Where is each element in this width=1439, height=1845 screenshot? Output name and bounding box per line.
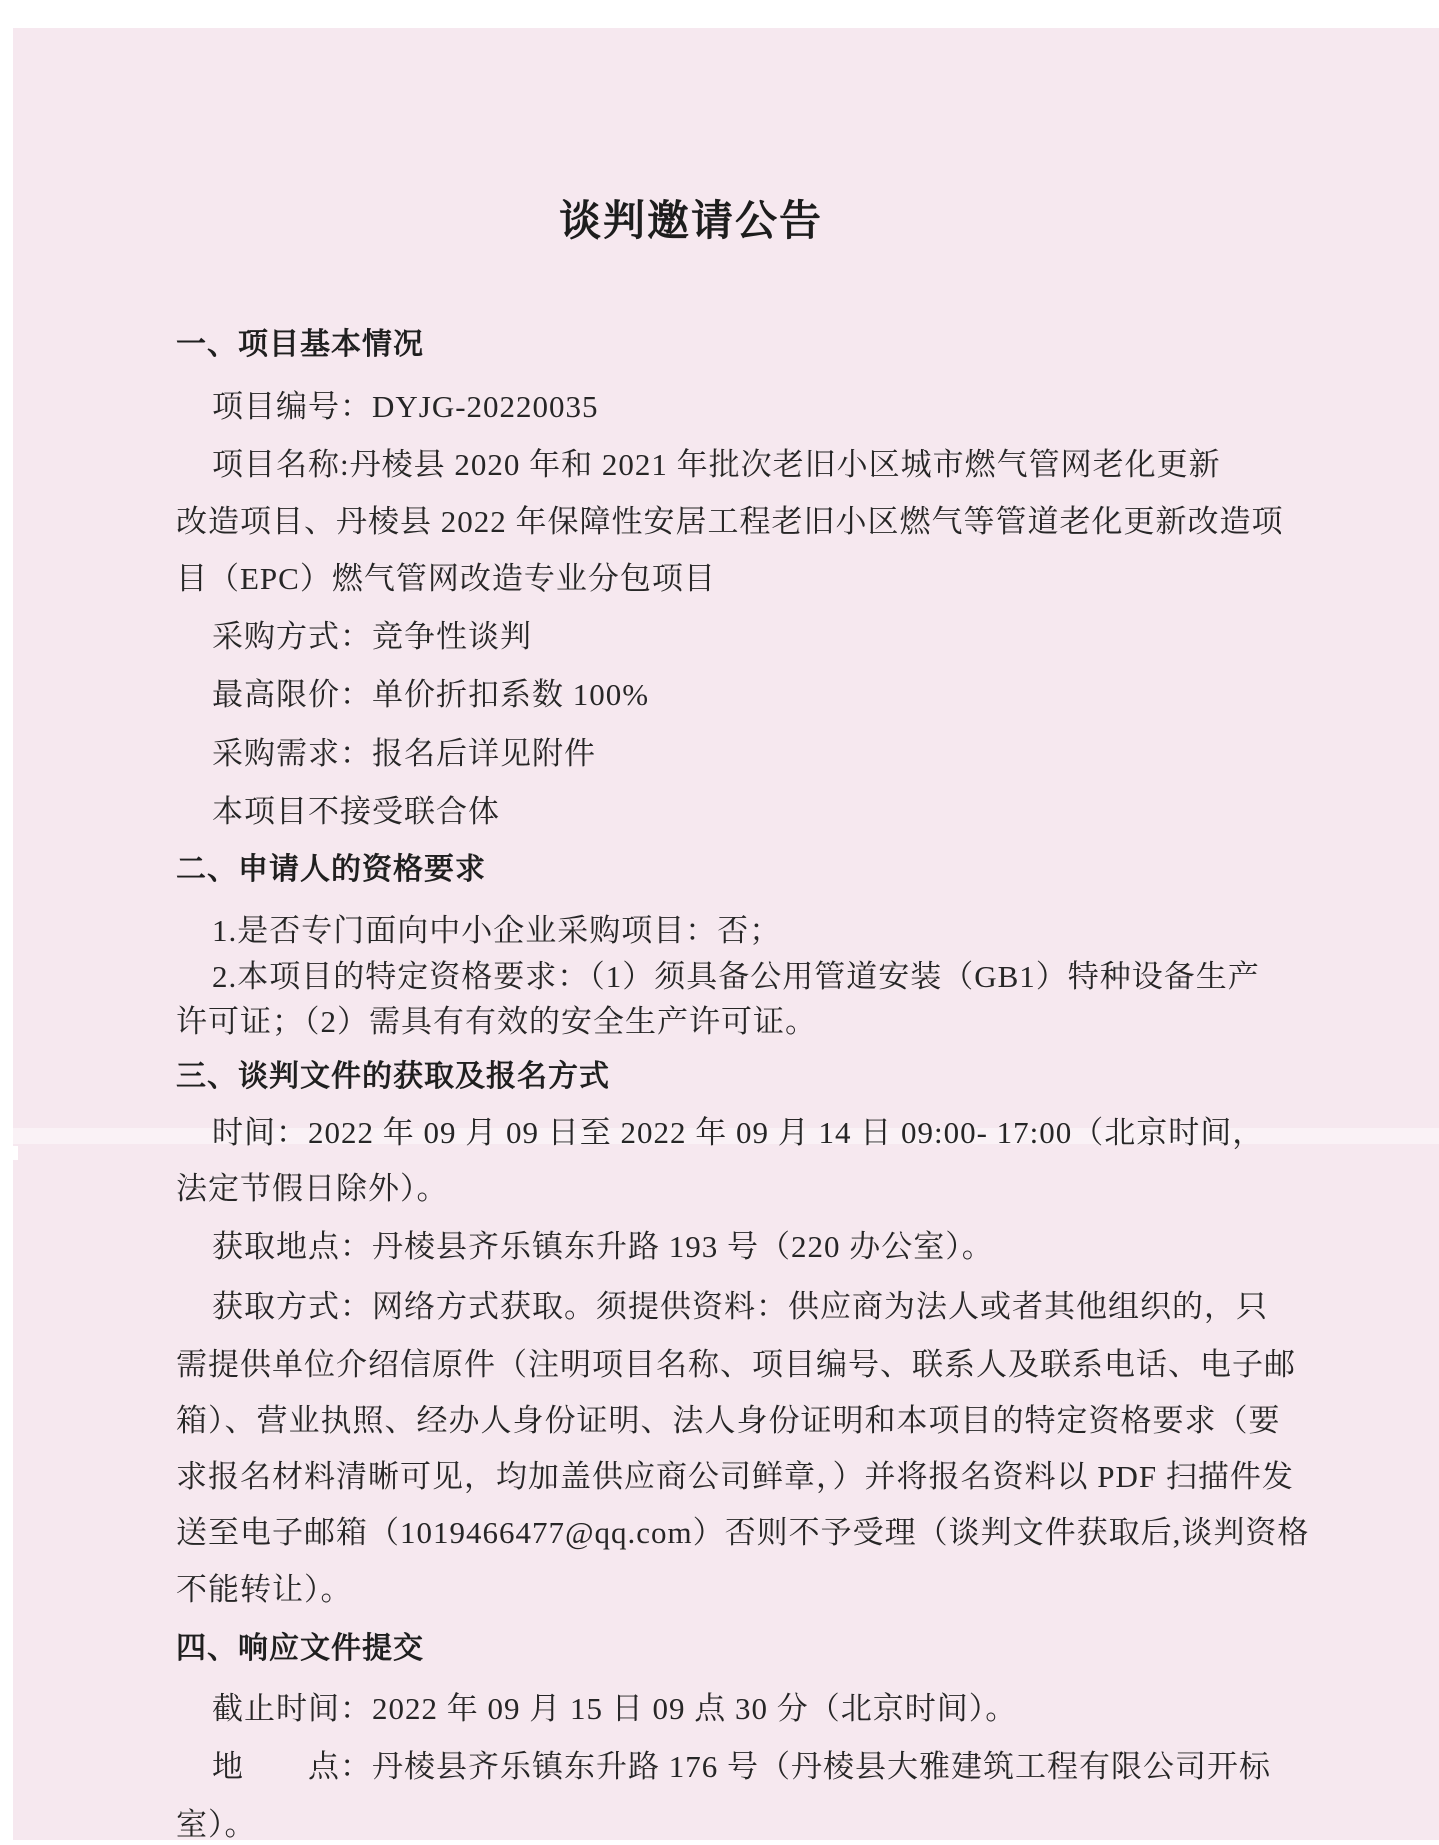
line-obtain-method-2: 需提供单位介绍信原件（注明项目名称、项目编号、联系人及联系电话、电子邮 <box>176 1347 1296 1382</box>
line-obtain-time-1: 时间：2022 年 09 月 09 日至 2022 年 09 月 14 日 09:00- 17:00（北京时间， <box>212 1115 1265 1150</box>
line-obtain-location: 获取地点：丹棱县齐乐镇东升路 193 号（220 办公室）。 <box>212 1229 994 1264</box>
line-project-name-1: 项目名称:丹棱县 2020 年和 2021 年批次老旧小区城市燃气管网老化更新 <box>212 447 1221 482</box>
line-obtain-time-2: 法定节假日除外）。 <box>176 1171 449 1206</box>
scan-edge-notch <box>0 1146 18 1160</box>
line-obtain-method-4: 求报名材料清晰可见，均加盖供应商公司鲜章，）并将报名资料以 PDF 扫描件发 <box>176 1459 1294 1494</box>
section-1-heading: 一、项目基本情况 <box>176 328 424 361</box>
line-obtain-method-1: 获取方式：网络方式获取。须提供资料：供应商为法人或者其他组织的，只 <box>212 1289 1268 1324</box>
section-2-heading: 二、申请人的资格要求 <box>176 853 486 886</box>
line-qualification-1: 2.本项目的特定资格要求：（1）须具备公用管道安装（GB1）特种设备生产 <box>212 959 1260 994</box>
section-4-heading: 四、响应文件提交 <box>176 1632 424 1665</box>
line-qualification-2: 许可证；（2）需具有有效的安全生产许可证。 <box>176 1004 817 1039</box>
line-obtain-method-3: 箱）、营业执照、经办人身份证明、法人身份证明和本项目的特定资格要求（要 <box>176 1403 1281 1438</box>
line-project-name-3: 目（EPC）燃气管网改造专业分包项目 <box>176 561 716 596</box>
line-obtain-method-6: 不能转让）。 <box>176 1572 353 1607</box>
document-content <box>176 0 1310 1842</box>
document-title: 谈判邀请公告 <box>558 197 823 244</box>
section-3-heading: 三、谈判文件的获取及报名方式 <box>176 1060 610 1093</box>
line-submit-deadline: 截止时间：2022 年 09 月 15 日 09 点 30 分（北京时间）。 <box>212 1691 1018 1726</box>
line-price-cap: 最高限价：单价折扣系数 100% <box>212 677 650 712</box>
line-procurement-method: 采购方式：竞争性谈判 <box>212 619 532 654</box>
scan-white-edge-left <box>0 0 13 1840</box>
line-submit-location-1: 地 点：丹棱县齐乐镇东升路 176 号（丹棱县大雅建筑工程有限公司开标 <box>212 1749 1271 1784</box>
line-submit-location-2: 室）。 <box>176 1807 257 1842</box>
line-obtain-method-5: 送至电子邮箱（1019466477@qq.com）否则不予受理（谈判文件获取后,谈判资格 <box>176 1515 1310 1550</box>
line-project-name-2: 改造项目、丹棱县 2022 年保障性安居工程老旧小区燃气等管道老化更新改造项 <box>176 504 1284 539</box>
line-sme-target: 1.是否专门面向中小企业采购项目：否； <box>212 913 782 948</box>
line-no-consortium: 本项目不接受联合体 <box>212 794 500 829</box>
line-procurement-demand: 采购需求：报名后详见附件 <box>212 736 596 771</box>
line-project-number: 项目编号：DYJG-20220035 <box>212 389 599 424</box>
